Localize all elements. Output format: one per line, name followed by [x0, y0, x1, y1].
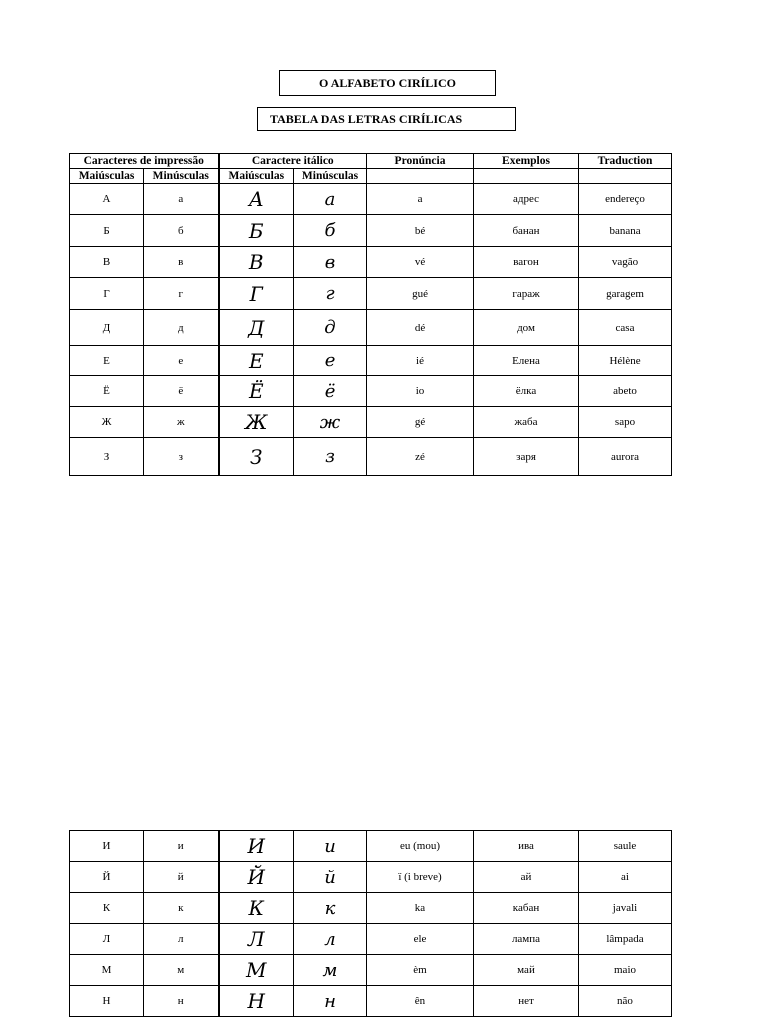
header-translation: Traduction [579, 154, 672, 169]
example-cell: май [474, 955, 579, 986]
italic-lowercase-cell: ж [294, 407, 367, 438]
print-lowercase-cell: й [144, 862, 219, 893]
italic-lowercase-cell: е [294, 346, 367, 376]
italic-uppercase-cell: Г [219, 278, 294, 310]
translation-cell: aurora [579, 438, 672, 476]
print-lowercase-cell: д [144, 310, 219, 346]
italic-lowercase-cell: м [294, 955, 367, 986]
print-lowercase-cell: к [144, 893, 219, 924]
table-row [70, 438, 672, 476]
translation-cell: ai [579, 862, 672, 893]
example-cell: кабан [474, 893, 579, 924]
pronunciation-cell: a [367, 184, 474, 215]
italic-uppercase-cell: Л [219, 924, 294, 955]
table-row [70, 955, 672, 986]
print-uppercase-cell: А [70, 184, 144, 215]
print-uppercase-cell: И [70, 831, 144, 862]
table-row [70, 184, 672, 215]
print-uppercase-cell: Ё [70, 376, 144, 407]
italic-uppercase-cell: Й [219, 862, 294, 893]
header-italic-lower: Minúsculas [294, 169, 367, 184]
example-cell: жаба [474, 407, 579, 438]
print-uppercase-cell: Н [70, 986, 144, 1017]
italic-uppercase-cell: В [219, 247, 294, 278]
print-uppercase-cell: Е [70, 346, 144, 376]
header-italic-characters: Caractere itálico [219, 154, 367, 169]
header-print-lower: Minúsculas [144, 169, 219, 184]
print-lowercase-cell: в [144, 247, 219, 278]
pronunciation-cell: ele [367, 924, 474, 955]
header-pronunciation: Pronúncia [367, 154, 474, 169]
print-uppercase-cell: Б [70, 215, 144, 247]
print-lowercase-cell: г [144, 278, 219, 310]
table-row [70, 862, 672, 893]
italic-lowercase-cell: л [294, 924, 367, 955]
italic-uppercase-cell: А [219, 184, 294, 215]
italic-lowercase-cell: в [294, 247, 367, 278]
italic-uppercase-cell: Д [219, 310, 294, 346]
italic-uppercase-cell: Н [219, 986, 294, 1017]
pronunciation-cell: dé [367, 310, 474, 346]
pronunciation-cell: bé [367, 215, 474, 247]
print-lowercase-cell: з [144, 438, 219, 476]
italic-uppercase-cell: М [219, 955, 294, 986]
pronunciation-cell: zé [367, 438, 474, 476]
example-cell: дом [474, 310, 579, 346]
page-title: O ALFABETO CIRÍLICO [279, 70, 496, 96]
example-cell: гараж [474, 278, 579, 310]
example-cell: ёлка [474, 376, 579, 407]
example-cell: нет [474, 986, 579, 1017]
example-cell: ива [474, 831, 579, 862]
translation-cell: sapo [579, 407, 672, 438]
table-row [70, 247, 672, 278]
translation-cell: Hélène [579, 346, 672, 376]
italic-uppercase-cell: Ё [219, 376, 294, 407]
example-cell: Елена [474, 346, 579, 376]
print-lowercase-cell: н [144, 986, 219, 1017]
example-cell: ай [474, 862, 579, 893]
table-row [70, 986, 672, 1017]
print-lowercase-cell: ё [144, 376, 219, 407]
cyrillic-letters-table [69, 153, 672, 476]
header-examples: Exemplos [474, 154, 579, 169]
print-uppercase-cell: Л [70, 924, 144, 955]
table-row [70, 407, 672, 438]
print-lowercase-cell: и [144, 831, 219, 862]
print-lowercase-cell: л [144, 924, 219, 955]
header-print-characters: Caracteres de impressão [70, 154, 219, 169]
italic-uppercase-cell: К [219, 893, 294, 924]
pronunciation-cell: ka [367, 893, 474, 924]
italic-uppercase-cell: Б [219, 215, 294, 247]
table-row [70, 376, 672, 407]
translation-cell: maio [579, 955, 672, 986]
cyrillic-letters-table-continued [69, 830, 672, 1017]
print-lowercase-cell: м [144, 955, 219, 986]
header-blank [367, 169, 474, 184]
italic-uppercase-cell: З [219, 438, 294, 476]
table-row [70, 831, 672, 862]
header-italic-upper: Maiúsculas [219, 169, 294, 184]
italic-uppercase-cell: И [219, 831, 294, 862]
translation-cell: abeto [579, 376, 672, 407]
pronunciation-cell: ên [367, 986, 474, 1017]
pronunciation-cell: io [367, 376, 474, 407]
example-cell: вагон [474, 247, 579, 278]
pronunciation-cell: ié [367, 346, 474, 376]
example-cell: заря [474, 438, 579, 476]
italic-lowercase-cell: к [294, 893, 367, 924]
table-row [70, 278, 672, 310]
table-row [70, 310, 672, 346]
header-print-upper: Maiúsculas [70, 169, 144, 184]
print-uppercase-cell: В [70, 247, 144, 278]
print-uppercase-cell: Д [70, 310, 144, 346]
example-cell: банан [474, 215, 579, 247]
header-blank [579, 169, 672, 184]
translation-cell: banana [579, 215, 672, 247]
pronunciation-cell: gé [367, 407, 474, 438]
table-row [70, 924, 672, 955]
table-row [70, 346, 672, 376]
pronunciation-cell: ï (i breve) [367, 862, 474, 893]
pronunciation-cell: eu (mou) [367, 831, 474, 862]
translation-cell: saule [579, 831, 672, 862]
print-uppercase-cell: К [70, 893, 144, 924]
print-lowercase-cell: а [144, 184, 219, 215]
italic-lowercase-cell: ё [294, 376, 367, 407]
header-blank [474, 169, 579, 184]
table-row [70, 215, 672, 247]
example-cell: адрес [474, 184, 579, 215]
translation-cell: endereço [579, 184, 672, 215]
pronunciation-cell: gué [367, 278, 474, 310]
italic-lowercase-cell: б [294, 215, 367, 247]
italic-lowercase-cell: г [294, 278, 367, 310]
translation-cell: não [579, 986, 672, 1017]
print-uppercase-cell: М [70, 955, 144, 986]
print-uppercase-cell: Ж [70, 407, 144, 438]
italic-lowercase-cell: н [294, 986, 367, 1017]
italic-lowercase-cell: з [294, 438, 367, 476]
print-lowercase-cell: е [144, 346, 219, 376]
italic-lowercase-cell: а [294, 184, 367, 215]
print-lowercase-cell: б [144, 215, 219, 247]
print-uppercase-cell: Г [70, 278, 144, 310]
translation-cell: garagem [579, 278, 672, 310]
pronunciation-cell: vé [367, 247, 474, 278]
translation-cell: lâmpada [579, 924, 672, 955]
pronunciation-cell: èm [367, 955, 474, 986]
table-title: TABELA DAS LETRAS CIRÍLICAS [257, 107, 516, 131]
italic-lowercase-cell: д [294, 310, 367, 346]
italic-lowercase-cell: й [294, 862, 367, 893]
example-cell: лампа [474, 924, 579, 955]
translation-cell: javali [579, 893, 672, 924]
translation-cell: casa [579, 310, 672, 346]
italic-uppercase-cell: Е [219, 346, 294, 376]
italic-lowercase-cell: и [294, 831, 367, 862]
print-lowercase-cell: ж [144, 407, 219, 438]
italic-uppercase-cell: Ж [219, 407, 294, 438]
print-uppercase-cell: З [70, 438, 144, 476]
table-row [70, 893, 672, 924]
print-uppercase-cell: Й [70, 862, 144, 893]
translation-cell: vagão [579, 247, 672, 278]
